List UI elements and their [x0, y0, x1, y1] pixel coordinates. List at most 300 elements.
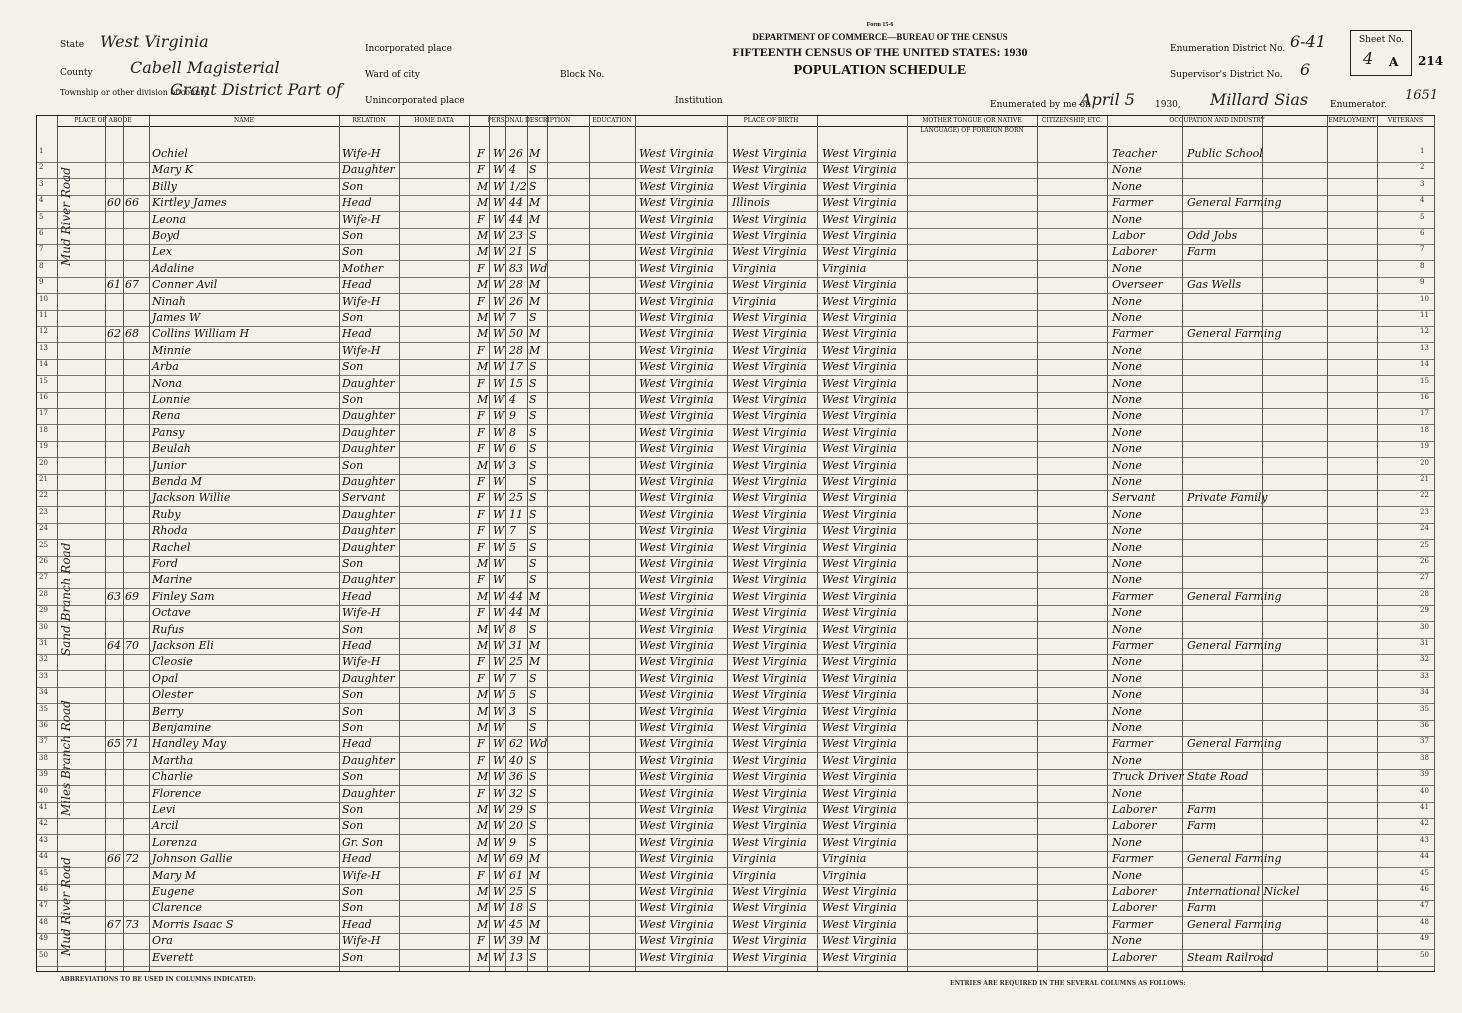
occupation: Overseer [1112, 278, 1163, 292]
row-number: 7 [39, 245, 44, 254]
relation: Daughter [342, 786, 395, 800]
race: W [493, 278, 505, 292]
row-number: 16 [39, 393, 48, 401]
row-number: 26 [39, 557, 48, 565]
occupation: None [1112, 721, 1142, 734]
race: W [493, 524, 505, 538]
sex: F [477, 491, 485, 505]
sex: F [477, 786, 485, 800]
sex: M [477, 229, 489, 242]
table-row [37, 326, 1434, 343]
row-number-right: 37 [1420, 737, 1429, 746]
sex: F [477, 376, 485, 390]
industry: General Farming [1187, 852, 1282, 866]
occupation: Truck Driver [1112, 770, 1184, 784]
column-rule [105, 116, 106, 971]
sex: M [477, 688, 489, 702]
mother-birthplace: West Virginia [822, 163, 897, 177]
father-birthplace: West Virginia [732, 950, 807, 964]
relation: Daughter [342, 540, 395, 554]
dwelling-number: 66 [107, 852, 121, 866]
row-number: 9 [39, 278, 44, 287]
row-number-right: 24 [1420, 524, 1429, 533]
father-birthplace: West Virginia [732, 770, 807, 784]
age: 7 [509, 311, 516, 324]
marital: S [529, 393, 537, 406]
sheet-label: Sheet No. [1359, 35, 1405, 45]
father-birthplace: West Virginia [732, 737, 807, 751]
family-number: 66 [125, 196, 139, 210]
marital: S [529, 835, 537, 849]
row-number-right: 15 [1420, 376, 1429, 385]
occupation: None [1112, 557, 1142, 570]
table-row [37, 671, 1434, 688]
race: W [493, 688, 505, 702]
table-row [37, 868, 1434, 885]
department-title: DEPARTMENT OF COMMERCE—BUREAU OF THE CENSUS [752, 32, 1008, 42]
table-row [37, 376, 1434, 393]
marital: M [529, 934, 541, 948]
father-birthplace: Virginia [732, 852, 777, 866]
row-number-right: 10 [1420, 294, 1429, 303]
race: W [493, 229, 505, 242]
person-name: Benjamine [152, 721, 212, 734]
row-number-right: 13 [1420, 343, 1429, 352]
marital: S [529, 704, 537, 718]
occupation: Laborer [1112, 885, 1157, 898]
race: W [493, 458, 505, 472]
age: 15 [509, 376, 523, 390]
race: W [493, 655, 505, 669]
row-number-right: 48 [1420, 917, 1429, 926]
row-number-right: 47 [1420, 901, 1429, 910]
marital: S [529, 721, 537, 734]
enumerated-label: Enumerated by me on [990, 100, 1091, 110]
row-number: 34 [39, 688, 48, 697]
marital: S [529, 671, 537, 685]
race: W [493, 212, 505, 226]
table-row [37, 720, 1434, 737]
column-rule [547, 116, 548, 971]
father-birthplace: West Virginia [732, 425, 807, 439]
birthplace: West Virginia [639, 245, 714, 259]
race: W [493, 360, 505, 374]
occupation: None [1112, 458, 1142, 472]
row-number: 24 [39, 524, 48, 533]
father-birthplace: West Virginia [732, 803, 807, 816]
sex: M [477, 589, 489, 603]
enumerated-date: April 5 [1080, 90, 1135, 109]
person-name: Charlie [152, 770, 193, 784]
row-number-right: 5 [1420, 212, 1425, 221]
person-name: Jackson Eli [152, 639, 214, 652]
race: W [493, 819, 505, 833]
occupation: None [1112, 179, 1142, 193]
family-number: 73 [125, 917, 139, 931]
marital: S [529, 507, 537, 521]
sex: F [477, 934, 485, 948]
table-row [37, 835, 1434, 852]
race: W [493, 934, 505, 948]
race: W [493, 803, 505, 816]
relation: Daughter [342, 376, 395, 390]
census-title: FIFTEENTH CENSUS OF THE UNITED STATES: 1930 [732, 45, 1028, 59]
row-number: 44 [39, 852, 48, 861]
age: 23 [509, 229, 523, 242]
race: W [493, 721, 505, 734]
father-birthplace: West Virginia [732, 179, 807, 193]
mother-birthplace: West Virginia [822, 639, 897, 652]
column-rule [339, 116, 340, 971]
enumerator-name: Millard Sias [1210, 90, 1309, 109]
sex: M [477, 311, 489, 324]
sex: F [477, 475, 485, 488]
occupation: Teacher [1112, 147, 1157, 160]
sex: M [477, 704, 489, 718]
birthplace: West Virginia [639, 819, 714, 833]
age: 45 [509, 917, 523, 931]
sex: F [477, 753, 485, 767]
marital: M [529, 327, 541, 341]
mother-birthplace: West Virginia [822, 770, 897, 784]
table-row [37, 507, 1434, 524]
row-number-right: 34 [1420, 688, 1429, 697]
relation: Son [342, 245, 364, 259]
mother-birthplace: West Virginia [822, 393, 897, 406]
state-value: West Virginia [100, 32, 209, 51]
occupation: None [1112, 835, 1142, 849]
birthplace: West Virginia [639, 278, 714, 292]
birthplace: West Virginia [639, 753, 714, 767]
person-name: Ochiel [152, 147, 188, 160]
column-rule [1037, 116, 1038, 971]
relation: Son [342, 458, 364, 472]
marital: S [529, 475, 537, 488]
mother-birthplace: West Virginia [822, 376, 897, 390]
row-number-right: 49 [1420, 934, 1429, 943]
person-name: Clarence [152, 901, 203, 915]
row-number-right: 30 [1420, 622, 1429, 631]
birthplace: West Virginia [639, 458, 714, 472]
occupation: None [1112, 655, 1142, 669]
birthplace: West Virginia [639, 573, 714, 587]
sex: M [477, 557, 489, 570]
father-birthplace: West Virginia [732, 589, 807, 603]
birthplace: West Virginia [639, 475, 714, 488]
mother-birthplace: West Virginia [822, 721, 897, 734]
birthplace: West Virginia [639, 688, 714, 702]
sex: F [477, 737, 485, 751]
table-row [37, 490, 1434, 507]
table-row [37, 933, 1434, 950]
race: W [493, 261, 505, 275]
mother-birthplace: West Virginia [822, 885, 897, 898]
marital: M [529, 606, 541, 620]
occupation: None [1112, 573, 1142, 587]
colgroup-mother-tongue: MOTHER TONGUE (OR NATIVE LANGUAGE) OF FOREIGN BORN [907, 116, 1037, 127]
person-name: Handley May [152, 737, 227, 751]
person-name: Minnie [152, 343, 191, 357]
relation: Son [342, 688, 364, 702]
sex: F [477, 606, 485, 620]
occupation: None [1112, 409, 1142, 423]
table-row [37, 441, 1434, 458]
age: 28 [509, 343, 523, 357]
mother-birthplace: West Virginia [822, 327, 897, 341]
row-number-right: 11 [1420, 311, 1429, 319]
relation: Son [342, 721, 364, 734]
father-birthplace: West Virginia [732, 639, 807, 652]
row-number-right: 43 [1420, 835, 1429, 844]
row-number: 28 [39, 589, 48, 598]
birthplace: West Virginia [639, 212, 714, 226]
relation: Head [342, 327, 372, 341]
margin-note: 1651 [1405, 88, 1439, 103]
marital: M [529, 147, 541, 160]
person-name: James W [152, 311, 201, 324]
table-row [37, 343, 1434, 360]
age: 83 [509, 261, 523, 275]
row-number-right: 14 [1420, 360, 1429, 369]
table-row [37, 212, 1434, 229]
race: W [493, 147, 505, 160]
race: W [493, 540, 505, 554]
relation: Son [342, 819, 364, 833]
table-row [37, 458, 1434, 475]
industry: Gas Wells [1187, 278, 1242, 292]
father-birthplace: West Virginia [732, 901, 807, 915]
relation: Son [342, 901, 364, 915]
person-name: Lorenza [152, 835, 198, 849]
father-birthplace: West Virginia [732, 229, 807, 242]
marital: S [529, 458, 537, 472]
mother-birthplace: West Virginia [822, 147, 897, 160]
table-row [37, 900, 1434, 917]
race: W [493, 245, 505, 259]
occupation: None [1112, 294, 1142, 308]
industry: General Farming [1187, 196, 1282, 210]
industry: Steam Railroad [1187, 950, 1274, 964]
relation: Wife-H [342, 147, 381, 160]
birthplace: West Virginia [639, 491, 714, 505]
race: W [493, 671, 505, 685]
race: W [493, 704, 505, 718]
marital: S [529, 950, 537, 964]
row-number-right: 3 [1420, 179, 1425, 188]
marital: S [529, 409, 537, 423]
mother-birthplace: West Virginia [822, 212, 897, 226]
mother-birthplace: West Virginia [822, 245, 897, 259]
colgroup-place-of-birth: PLACE OF BIRTH [635, 116, 907, 127]
race: W [493, 491, 505, 505]
father-birthplace: West Virginia [732, 475, 807, 488]
sex: F [477, 147, 485, 160]
incorporated-label: Incorporated place [365, 44, 452, 54]
person-name: Everett [152, 950, 194, 964]
occupation: None [1112, 507, 1142, 521]
relation: Son [342, 770, 364, 784]
birthplace: West Virginia [639, 622, 714, 636]
father-birthplace: West Virginia [732, 835, 807, 849]
sex: M [477, 639, 489, 652]
age: 69 [509, 852, 523, 866]
relation: Head [342, 917, 372, 931]
table-row [37, 179, 1434, 196]
relation: Son [342, 704, 364, 718]
person-name: Lonnie [152, 393, 191, 406]
person-name: Ninah [152, 294, 186, 308]
marital: S [529, 311, 537, 324]
person-name: Eugene [152, 885, 195, 898]
sex: F [477, 343, 485, 357]
table-row [37, 195, 1434, 212]
birthplace: West Virginia [639, 179, 714, 193]
person-name: Martha [152, 753, 194, 767]
father-birthplace: West Virginia [732, 163, 807, 177]
industry: Farm [1187, 803, 1217, 816]
mother-birthplace: West Virginia [822, 901, 897, 915]
relation: Servant [342, 491, 386, 505]
colgroup-occupation: OCCUPATION AND INDUSTRY [1107, 116, 1327, 127]
mother-birthplace: West Virginia [822, 950, 897, 964]
father-birthplace: West Virginia [732, 934, 807, 948]
mother-birthplace: West Virginia [822, 589, 897, 603]
row-number-right: 40 [1420, 786, 1429, 795]
row-number-right: 39 [1420, 770, 1429, 779]
occupation: None [1112, 704, 1142, 718]
relation: Head [342, 639, 372, 652]
sex: F [477, 868, 485, 882]
row-number: 19 [39, 442, 48, 451]
person-name: Lex [152, 245, 173, 259]
birthplace: West Virginia [639, 163, 714, 177]
county-value: Cabell Magisterial [130, 58, 280, 77]
row-number: 23 [39, 507, 48, 516]
family-number: 69 [125, 589, 139, 603]
table-row [37, 605, 1434, 622]
sex: F [477, 507, 485, 521]
race: W [493, 868, 505, 882]
relation: Wife-H [342, 934, 381, 948]
person-name: Arba [152, 360, 179, 374]
father-birthplace: West Virginia [732, 343, 807, 357]
age: 25 [509, 491, 523, 505]
table-row [37, 162, 1434, 179]
sheet-stamp: 214 [1418, 54, 1444, 68]
occupation: Farmer [1112, 917, 1153, 931]
age: 32 [509, 786, 523, 800]
sex: M [477, 327, 489, 341]
mother-birthplace: Virginia [822, 261, 867, 275]
age: 44 [509, 196, 523, 210]
row-number: 41 [39, 803, 48, 811]
form-number: Form 15-6 [866, 22, 894, 28]
row-number: 47 [39, 901, 48, 910]
mother-birthplace: Virginia [822, 868, 867, 882]
row-number: 6 [39, 229, 44, 237]
row-number: 40 [39, 786, 48, 795]
race: W [493, 606, 505, 620]
column-rule [589, 116, 590, 971]
column-rule [489, 116, 490, 971]
sheet-side: A [1389, 55, 1399, 69]
birthplace: West Virginia [639, 770, 714, 784]
column-rule [727, 116, 728, 971]
colgroup-veterans: VETERANS [1377, 116, 1434, 127]
birthplace: West Virginia [639, 589, 714, 603]
marital: S [529, 753, 537, 767]
row-number-right: 6 [1420, 229, 1425, 237]
industry: Farm [1187, 819, 1217, 833]
row-number-right: 9 [1420, 278, 1425, 287]
relation: Daughter [342, 442, 395, 456]
row-number-right: 26 [1420, 557, 1429, 565]
column-rule [505, 116, 506, 971]
birthplace: West Virginia [639, 343, 714, 357]
table-row [37, 589, 1434, 606]
birthplace: West Virginia [639, 934, 714, 948]
mother-birthplace: West Virginia [822, 343, 897, 357]
table-row [37, 392, 1434, 409]
person-name: Johnson Gallie [152, 852, 233, 866]
age: 40 [509, 753, 523, 767]
birthplace: West Virginia [639, 376, 714, 390]
person-name: Kirtley James [152, 196, 227, 210]
row-number: 15 [39, 376, 48, 385]
column-rule [527, 116, 528, 971]
age: 17 [509, 360, 523, 374]
birthplace: West Virginia [639, 737, 714, 751]
occupation: None [1112, 376, 1142, 390]
family-number: 67 [125, 278, 139, 292]
mother-birthplace: West Virginia [822, 606, 897, 620]
marital: S [529, 786, 537, 800]
row-number-right: 16 [1420, 393, 1429, 401]
person-name: Rachel [152, 540, 191, 554]
father-birthplace: West Virginia [732, 409, 807, 423]
sex: M [477, 885, 489, 898]
occupation: None [1112, 163, 1142, 177]
marital: S [529, 360, 537, 374]
row-number: 11 [39, 311, 48, 319]
census-grid [36, 115, 1435, 972]
age: 4 [509, 393, 516, 406]
sex: M [477, 196, 489, 210]
mother-birthplace: West Virginia [822, 278, 897, 292]
sex: M [477, 901, 489, 915]
father-birthplace: Virginia [732, 261, 777, 275]
age: 44 [509, 606, 523, 620]
table-row [37, 802, 1434, 819]
sex: F [477, 261, 485, 275]
row-number-right: 42 [1420, 819, 1429, 828]
birthplace: West Virginia [639, 786, 714, 800]
occupation: None [1112, 425, 1142, 439]
relation: Son [342, 803, 364, 816]
father-birthplace: West Virginia [732, 147, 807, 160]
occupation: None [1112, 606, 1142, 620]
table-row [37, 884, 1434, 901]
sex: F [477, 442, 485, 456]
birthplace: West Virginia [639, 147, 714, 160]
industry: Farm [1187, 901, 1217, 915]
dwelling-number: 63 [107, 589, 121, 603]
mother-birthplace: West Virginia [822, 704, 897, 718]
table-row [37, 359, 1434, 376]
race: W [493, 179, 505, 193]
row-number: 1 [39, 147, 44, 155]
state-label: State [60, 40, 85, 50]
